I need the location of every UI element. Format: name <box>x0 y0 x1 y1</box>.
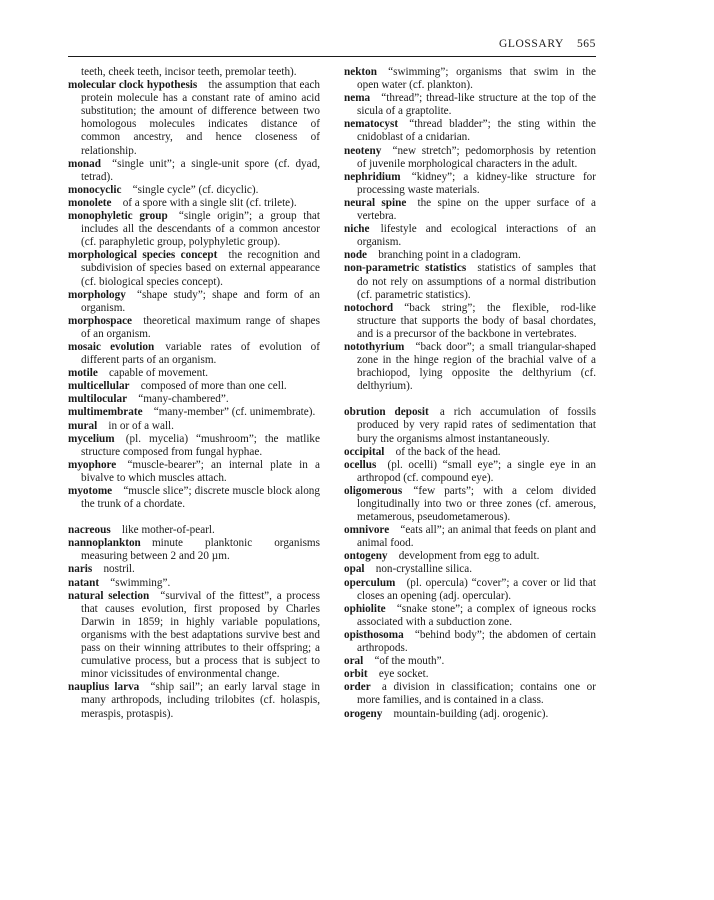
glossary-entry <box>344 563 596 576</box>
glossary-term: monolete <box>68 196 112 209</box>
glossary-definition: “of the mouth”. <box>374 655 445 668</box>
glossary-entry <box>344 459 596 485</box>
glossary-entry <box>68 197 320 210</box>
glossary-term: nema <box>344 92 371 105</box>
glossary-definition: non-crystalline silica. <box>375 563 473 576</box>
glossary-entry <box>68 563 320 576</box>
glossary-term: molecular clock hypothesis <box>68 79 198 92</box>
glossary-term: order <box>344 681 371 694</box>
glossary-entry <box>68 79 320 158</box>
glossary-definition: (pl. ocelli) “small eye”; a single eye in an arthropod (cf. compound eye). <box>357 458 596 484</box>
glossary-term: nephridium <box>344 170 401 183</box>
glossary-term: orogeny <box>344 707 383 720</box>
glossary-entry <box>68 524 320 537</box>
glossary-definition: “many-chambered”. <box>138 393 229 406</box>
glossary-term: notothyrium <box>344 340 405 353</box>
glossary-definition: “muscle slice”; discrete muscle block along the trunk of a chordate. <box>81 485 320 511</box>
glossary-definition: nostril. <box>103 563 135 576</box>
section-gap <box>68 511 320 524</box>
glossary-entry <box>344 485 596 524</box>
glossary-entry <box>344 262 596 301</box>
glossary-entry <box>68 315 320 341</box>
glossary-entry <box>68 158 320 184</box>
glossary-term: nacreous <box>68 524 111 537</box>
glossary-definition: lifestyle and ecological interactions of an organism. <box>357 223 596 249</box>
glossary-entry <box>344 171 596 197</box>
glossary-term: multilocular <box>68 393 128 406</box>
glossary-entry <box>68 420 320 433</box>
glossary-entry <box>68 367 320 380</box>
glossary-term: monad <box>68 157 101 170</box>
glossary-entry <box>344 577 596 603</box>
glossary-definition: “few parts”; with a celom divided longitudinally into two or three zones (cf. amerous, metamerous, pseudometamerous). <box>357 484 596 524</box>
glossary-term: oral <box>344 655 364 668</box>
glossary-definition: “behind body”; the abdomen of certain arthropods. <box>357 628 596 655</box>
glossary-entry <box>68 249 320 288</box>
section-gap <box>344 393 596 406</box>
glossary-term: natant <box>68 576 100 589</box>
glossary-term: ocellus <box>344 458 377 471</box>
glossary-entry <box>68 393 320 406</box>
glossary-entry <box>344 603 596 629</box>
glossary-term: nauplius larva <box>68 681 140 694</box>
glossary-entry <box>68 459 320 485</box>
glossary-definition: like mother-of-pearl. <box>121 524 215 537</box>
glossary-entry <box>344 629 596 655</box>
glossary-definition: “single origin”; a group that includes all the descendants of a common ancestor (cf. paraphyletic group, polyphyletic group). <box>81 210 320 249</box>
glossary-definition: “survival of the fittest”, a process that causes evolution, first proposed by Charles Darwin in 1859; in highly variable populations, organisms with the best adaptations survive best and pass on their winning attributes to their offspring; a cumulative process, but a process that is subject to minor vicissitudes of environmental change. <box>81 589 320 681</box>
glossary-entry <box>68 210 320 249</box>
glossary-entry <box>344 118 596 144</box>
glossary-term: ophiolite <box>344 602 386 615</box>
glossary-entry <box>344 708 596 721</box>
glossary-entry <box>68 380 320 393</box>
glossary-term: operculum <box>344 576 396 589</box>
glossary-entry <box>344 249 596 262</box>
glossary-definition: a rich accumulation of fossils produced by very rapid rates of sedimentation that bury the organisms almost instantaneously. <box>357 406 596 445</box>
glossary-term: monocyclic <box>68 183 122 196</box>
glossary-definition: “snake stone”; a complex of igneous rocks associated with a subduction zone. <box>357 602 596 628</box>
glossary-entry <box>68 66 320 79</box>
glossary-term: mosaic evolution <box>68 340 155 353</box>
glossary-term: motile <box>68 367 98 380</box>
glossary-term: myotome <box>68 485 113 497</box>
glossary-definition: of a spore with a single slit (cf. trilete). <box>122 196 297 209</box>
glossary-definition: “swimming”; organisms that swim in the open water (cf. plankton). <box>357 66 596 92</box>
glossary-definition: “many-member” (cf. unimembrate). <box>153 406 316 419</box>
glossary-entry <box>68 577 320 590</box>
glossary-term: multimembrate <box>68 406 143 419</box>
glossary-definition: development from egg to adult. <box>398 550 540 563</box>
glossary-term: neural spine <box>344 196 407 209</box>
glossary-term: oligomerous <box>344 484 403 497</box>
glossary-definition: “single unit”; a single-unit spore (cf. dyad, tetrad). <box>81 157 320 183</box>
glossary-entry <box>68 406 320 419</box>
glossary-definition: “muscle-bearer”; an internal plate in a bivalve to which muscles attach. <box>81 458 320 484</box>
left-column <box>68 66 320 721</box>
glossary-definition: the assumption that each protein molecule has a constant rate of amino acid substitution; the amount of difference between two homologous molecules indicates distance of common ancestry, and hence closeness of relationship. <box>81 79 320 157</box>
glossary-definition: the spine on the upper surface of a vertebra. <box>357 196 596 223</box>
glossary-entry <box>344 66 596 92</box>
glossary-entry <box>68 341 320 367</box>
glossary-term: nekton <box>344 66 377 78</box>
glossary-term: non-parametric statistics <box>344 262 467 275</box>
glossary-term: multicellular <box>68 380 130 393</box>
glossary-entry <box>68 184 320 197</box>
glossary-term: natural selection <box>68 589 150 602</box>
glossary-entry <box>344 341 596 393</box>
glossary-entry <box>344 302 596 341</box>
right-column <box>344 66 596 721</box>
glossary-term: myophore <box>68 458 117 471</box>
glossary-entry <box>344 681 596 707</box>
glossary-term: obrution deposit <box>344 406 429 419</box>
glossary-definition: statistics of samples that do not rely on assumptions of a normal distribution (cf. parametric statistics). <box>357 262 596 301</box>
glossary-term: mural <box>68 419 98 432</box>
glossary-term: node <box>344 249 368 262</box>
glossary-term: nematocyst <box>344 118 399 131</box>
glossary-term: opal <box>344 563 365 576</box>
glossary-definition: mountain-building (adj. orogenic). <box>393 707 549 720</box>
glossary-entry <box>68 681 320 720</box>
glossary-term: naris <box>68 563 93 576</box>
glossary-term: notochord <box>344 301 394 314</box>
glossary-definition: variable rates of evolution of different parts of an organism. <box>81 340 320 367</box>
glossary-definition: “shape study”; shape and form of an organism. <box>81 288 320 314</box>
glossary-term: neoteny <box>344 144 382 157</box>
glossary-term: morphological species concept <box>68 249 218 262</box>
glossary-entry <box>344 92 596 118</box>
glossary-term: opisthosoma <box>344 628 404 641</box>
header-title: GLOSSARY <box>499 38 564 50</box>
glossary-term: orbit <box>344 668 368 681</box>
glossary-definition: “back string”; the flexible, rod-like structure that supports the body of basal chordates, and is a precursor of the backbone in vertebrates. <box>357 301 596 340</box>
glossary-entry <box>68 590 320 682</box>
glossary-entry <box>68 289 320 315</box>
glossary-definition: in or of a wall. <box>108 419 174 432</box>
glossary-definition: (pl. mycelia) “mushroom”; the matlike structure composed from fungal hyphae. <box>81 432 320 458</box>
glossary-definition: “back door”; a small triangular-shaped zone in the hinge region of the brachial valve of a brachiopod, lying opposite the delthyrium (cf. delthyrium). <box>357 340 596 393</box>
glossary-definition: “new stretch”; pedomorphosis by retention of juvenile morphological characters in the adult. <box>357 144 596 170</box>
glossary-definition: “ship sail”; an early larval stage in many arthropods, including trilobites (cf. holaspis, meraspis, protaspis). <box>81 681 320 720</box>
header-rule <box>68 56 596 57</box>
glossary-definition: “thread bladder”; the sting within the cnidoblast of a cnidarian. <box>357 118 596 144</box>
glossary-definition: of the back of the head. <box>395 445 501 458</box>
glossary-entry <box>68 485 320 511</box>
glossary-term: omnivore <box>344 524 390 537</box>
glossary-term: morphology <box>68 288 126 301</box>
glossary-definition: capable of movement. <box>109 367 209 380</box>
glossary-term: occipital <box>344 445 385 458</box>
glossary-entry <box>344 446 596 459</box>
glossary-term: morphospace <box>68 314 133 327</box>
glossary-definition: “swimming”. <box>110 576 171 589</box>
glossary-entry <box>344 668 596 681</box>
glossary-definition: (pl. opercula) “cover”; a cover or lid that closes an opening (adj. opercular). <box>357 576 596 602</box>
glossary-term: ontogeny <box>344 550 388 563</box>
glossary-definition: the recognition and subdivision of species based on external appearance (cf. biological species concept). <box>81 249 320 288</box>
glossary-entry <box>68 537 320 563</box>
running-header <box>68 38 596 56</box>
glossary-definition: “eats all”; an animal that feeds on plant and animal food. <box>357 524 596 550</box>
glossary-entry <box>344 145 596 171</box>
glossary-entry <box>344 223 596 249</box>
glossary-definition: theoretical maximum range of shapes of an organism. <box>81 314 320 340</box>
glossary-entry <box>344 655 596 668</box>
glossary-entry <box>344 197 596 223</box>
glossary-definition: “single cycle” (cf. dicyclic). <box>132 183 259 196</box>
glossary-entry <box>344 524 596 550</box>
glossary-definition: minute planktonic organisms measuring between 2 and 20 µm. <box>81 537 320 563</box>
glossary-definition: teeth, cheek teeth, incisor teeth, premolar teeth). <box>81 66 297 78</box>
glossary-entry <box>68 433 320 459</box>
glossary-entry <box>344 550 596 563</box>
glossary-term: monophyletic group <box>68 210 168 223</box>
glossary-definition: eye socket. <box>378 668 429 681</box>
glossary-definition: “thread”; thread-like structure at the top of the sicula of a graptolite. <box>357 92 596 118</box>
glossary-term: nannoplankton <box>68 537 141 550</box>
glossary-definition: branching point in a cladogram. <box>378 249 521 262</box>
page-number: 565 <box>576 38 596 50</box>
glossary-entry <box>344 406 596 445</box>
glossary-term: niche <box>344 223 370 236</box>
glossary-term: mycelium <box>68 432 115 445</box>
glossary-definition: a division in classification; contains one or more families, and is contained in a class. <box>357 681 596 707</box>
glossary-definition: composed of more than one cell. <box>140 380 287 393</box>
glossary-definition: “kidney”; a kidney-like structure for processing waste materials. <box>357 170 596 196</box>
